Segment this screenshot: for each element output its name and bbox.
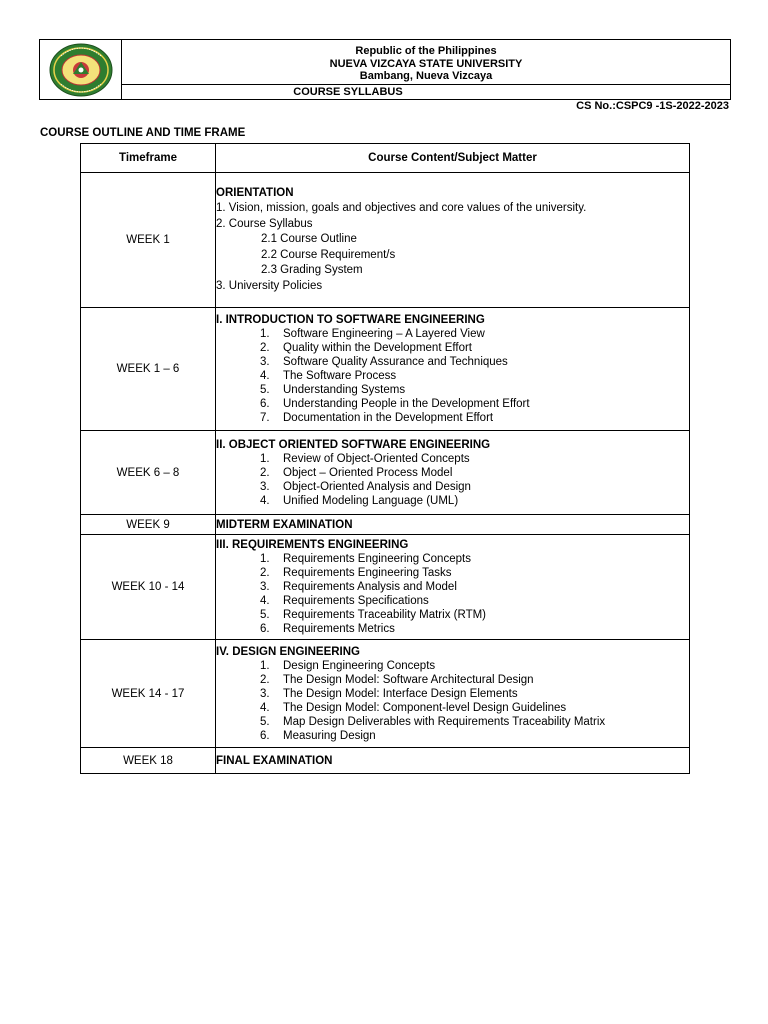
header-timeframe: Timeframe <box>81 144 216 173</box>
table-row <box>81 748 690 774</box>
list-number: 3. <box>260 480 270 493</box>
content-cell <box>216 640 690 748</box>
list-item <box>216 466 689 480</box>
list-item: 1. Vision, mission, goals and objectives and core values of the university. <box>216 202 587 215</box>
list-number: 6. <box>260 623 270 635</box>
content-cell <box>216 515 690 535</box>
list-text: The Design Model: Software Architectural Design <box>283 673 534 686</box>
list-text: Understanding People in the Development Effort <box>283 398 530 410</box>
list-text: The Design Model: Interface Design Elements <box>283 687 518 700</box>
list-item <box>216 397 689 411</box>
header-text <box>122 40 730 85</box>
topic-title: II. OBJECT ORIENTED SOFTWARE ENGINEERING <box>216 438 491 451</box>
list-text: Documentation in the Development Effort <box>283 412 494 424</box>
table-row <box>81 640 690 748</box>
timeframe-cell: WEEK 9 <box>81 515 216 535</box>
topic-title: I. INTRODUCTION TO SOFTWARE ENGINEERING <box>216 314 485 326</box>
table-row <box>81 308 690 431</box>
list-text: Quality within the Development Effort <box>283 342 472 354</box>
topic-title: FINAL EXAMINATION <box>216 754 333 767</box>
list-text: Unified Modeling Language (UML) <box>283 494 459 507</box>
list-text: The Design Model: Component-level Design Guidelines <box>283 701 567 714</box>
header-line-2: NUEVA VIZCAYA STATE UNIVERSITY <box>329 57 523 70</box>
list-item <box>216 383 689 397</box>
list-text: Review of Object-Oriented Concepts <box>283 452 470 465</box>
list-item <box>216 673 689 687</box>
list-text: Requirements Specifications <box>283 595 429 607</box>
university-seal-logo <box>47 42 115 98</box>
content-cell <box>216 173 690 308</box>
list-text: Software Quality Assurance and Techniques <box>283 356 508 368</box>
list-number: 4. <box>260 595 270 607</box>
list-item <box>216 701 689 715</box>
table-row <box>81 173 690 308</box>
list-item <box>216 594 689 608</box>
list-item <box>216 494 689 508</box>
list-number: 1. <box>260 328 270 340</box>
list-text: Requirements Traceability Matrix (RTM) <box>283 609 487 621</box>
table-row <box>81 515 690 535</box>
list-text: Requirements Engineering Concepts <box>283 553 471 565</box>
list-number: 5. <box>260 609 270 621</box>
list-item <box>216 687 689 701</box>
list-number: 2. <box>260 466 270 479</box>
list-item <box>216 659 689 673</box>
topic-list <box>216 452 689 508</box>
list-text: Map Design Deliverables with Requirements Traceability Matrix <box>283 715 606 728</box>
table-row <box>81 535 690 640</box>
list-item <box>216 622 689 636</box>
list-item <box>216 580 689 594</box>
list-number: 3. <box>260 687 270 700</box>
list-number: 5. <box>260 384 270 396</box>
content-cell <box>216 535 690 640</box>
document-type: COURSE SYLLABUS <box>122 85 574 100</box>
list-number: 2. <box>260 342 270 354</box>
content-cell <box>216 431 690 515</box>
header-content: Course Content/Subject Matter <box>216 144 690 173</box>
topic-list <box>216 327 689 425</box>
topic-title: III. REQUIREMENTS ENGINEERING <box>216 539 409 551</box>
list-number: 5. <box>260 715 270 728</box>
content-cell <box>216 748 690 774</box>
list-number: 2. <box>260 673 270 686</box>
topic-title: MIDTERM EXAMINATION <box>216 518 353 531</box>
content-cell <box>216 308 690 431</box>
timeframe-cell: WEEK 14 - 17 <box>81 640 216 748</box>
list-number: 1. <box>260 553 270 565</box>
list-text: Measuring Design <box>283 729 376 742</box>
list-number: 3. <box>260 581 270 593</box>
list-number: 1. <box>260 659 270 672</box>
list-number: 6. <box>260 398 270 410</box>
timeframe-cell: WEEK 6 – 8 <box>81 431 216 515</box>
list-item <box>216 341 689 355</box>
list-number: 7. <box>260 412 270 424</box>
topic-title: IV. DESIGN ENGINEERING <box>216 645 360 658</box>
list-text: Software Engineering – A Layered View <box>283 328 485 340</box>
timeframe-cell: WEEK 1 <box>81 173 216 308</box>
sub-item: 2.1 Course Outline <box>261 233 357 246</box>
list-item <box>216 729 689 743</box>
list-item <box>216 566 689 580</box>
list-number: 4. <box>260 370 270 382</box>
timeframe-cell: WEEK 18 <box>81 748 216 774</box>
logo-cell <box>40 40 122 99</box>
list-item: 2. Course Syllabus <box>216 217 313 230</box>
list-text: Understanding Systems <box>283 384 406 396</box>
header-line-1: Republic of the Philippines <box>355 45 497 57</box>
header-box <box>39 39 731 100</box>
list-text: Object – Oriented Process Model <box>283 466 453 479</box>
topic-list <box>216 659 689 743</box>
topic-title: ORIENTATION <box>216 186 294 199</box>
list-text: The Software Process <box>283 370 397 382</box>
table-header-row <box>81 144 690 173</box>
list-text: Object-Oriented Analysis and Design <box>283 480 471 493</box>
rows-body <box>81 308 690 774</box>
list-text: Requirements Analysis and Model <box>283 581 457 593</box>
list-text: Requirements Metrics <box>283 623 395 635</box>
section-title: COURSE OUTLINE AND TIME FRAME <box>40 127 246 139</box>
sub-item: 2.2 Course Requirement/s <box>261 248 396 261</box>
table-row <box>81 431 690 515</box>
list-number: 4. <box>260 701 270 714</box>
timeframe-cell: WEEK 10 - 14 <box>81 535 216 640</box>
list-text: Design Engineering Concepts <box>283 659 436 672</box>
course-outline-table <box>80 143 690 774</box>
list-item <box>216 327 689 341</box>
list-item <box>216 355 689 369</box>
list-text: Requirements Engineering Tasks <box>283 567 452 579</box>
list-item <box>216 552 689 566</box>
list-number: 2. <box>260 567 270 579</box>
list-item <box>216 369 689 383</box>
timeframe-cell: WEEK 1 – 6 <box>81 308 216 431</box>
topic-list <box>216 552 689 636</box>
header-line-3: Bambang, Nueva Vizcaya <box>359 70 493 82</box>
list-number: 1. <box>260 452 270 465</box>
list-number: 4. <box>260 494 270 507</box>
list-item <box>216 608 689 622</box>
list-item <box>216 480 689 494</box>
list-item <box>216 715 689 729</box>
list-item: 3. University Policies <box>216 279 323 292</box>
sub-item: 2.3 Grading System <box>261 264 363 277</box>
list-item <box>216 411 689 425</box>
list-number: 3. <box>260 356 270 368</box>
cs-number: CS No.:CSPC9 -1S-2022-2023 <box>576 100 729 112</box>
list-number: 6. <box>260 729 270 742</box>
list-item <box>216 452 689 466</box>
